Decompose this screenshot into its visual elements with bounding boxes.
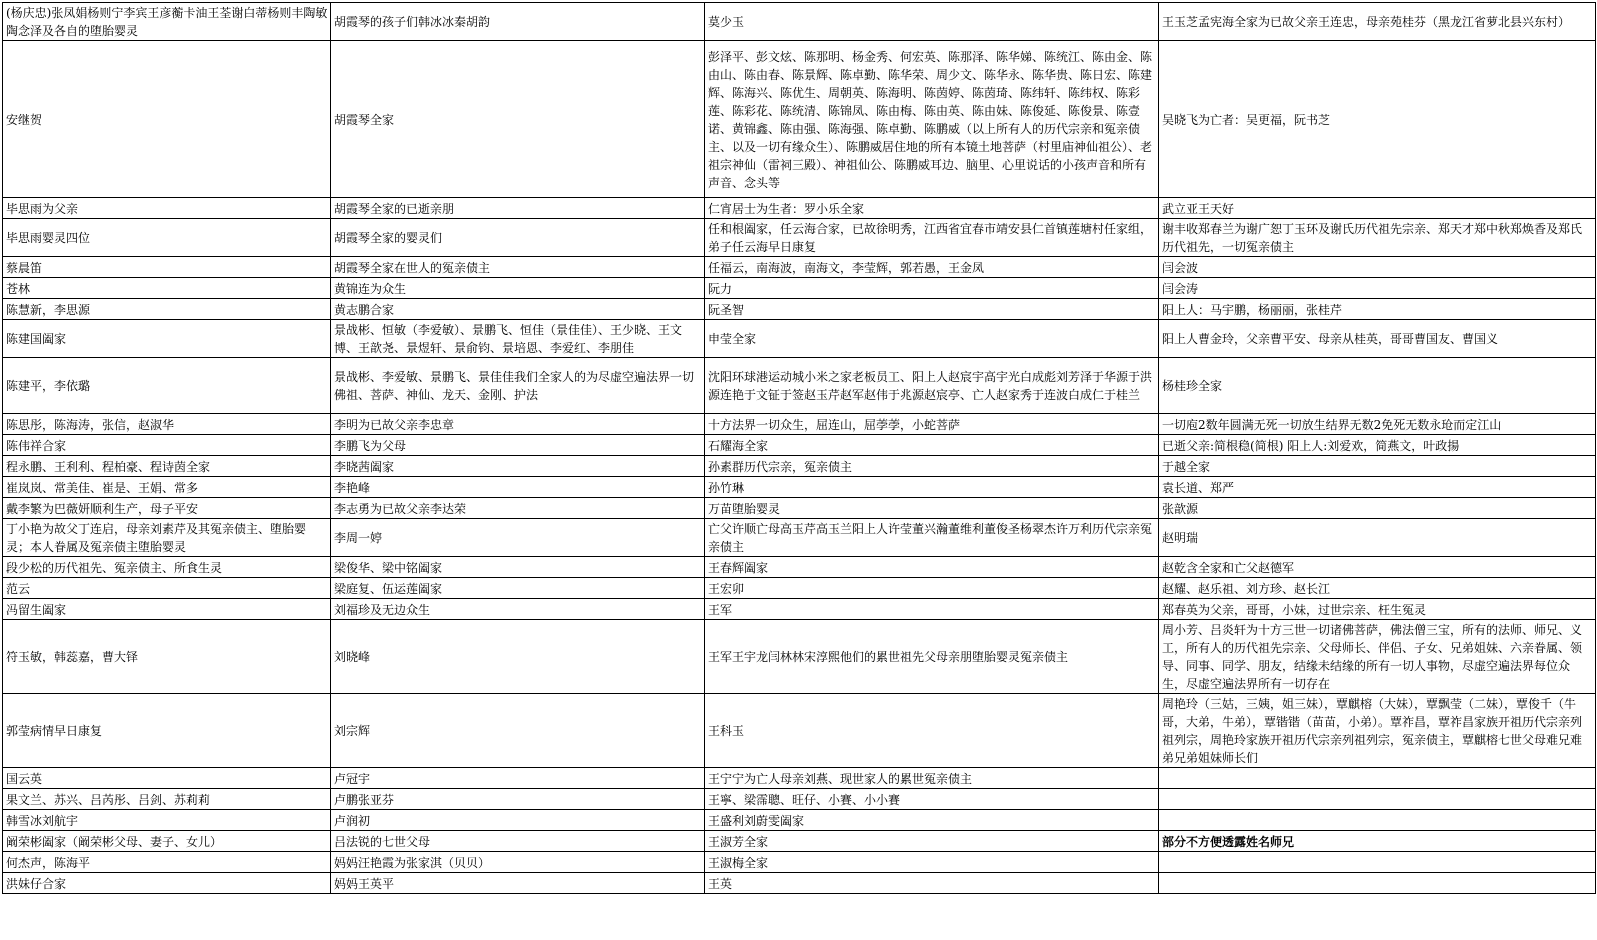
column-4-cell: 武立亚王天好 bbox=[1159, 198, 1596, 219]
column-3-cell: 仁宵居士为生者：罗小乐全家 bbox=[705, 198, 1159, 219]
column-2-cell: 胡霞琴的孩子们韩冰冰秦胡韵 bbox=[331, 3, 705, 41]
table-row bbox=[3, 694, 1596, 768]
column-2-cell: 刘宗辉 bbox=[331, 694, 705, 768]
table-row bbox=[3, 768, 1596, 789]
column-2-cell: 李艳峰 bbox=[331, 477, 705, 498]
column-1-cell: 陈伟祥合家 bbox=[3, 435, 331, 456]
column-4-cell: 闫会波 bbox=[1159, 257, 1596, 278]
column-3-cell: 王淑梅全家 bbox=[705, 852, 1159, 873]
column-2-cell: 李明为已故父亲李忠章 bbox=[331, 414, 705, 435]
column-3-cell: 王寧、梁霈聰、旺仔、小賽、小小賽 bbox=[705, 789, 1159, 810]
column-4-cell: 周艳玲（三姑，三姨，姐三妹），覃麒榕（大妹），覃飘莹（二妹），覃俊千（牛哥，大弟，牛弟），覃锴锴（苗苗，小弟）。覃祚昌，覃祚昌家族开祖历代宗亲列祖列宗，周艳玲家族开祖历代宗亲列祖列宗，冤亲债主，覃麒榕七世父母难兄难弟兄弟姐妹师长们 bbox=[1159, 694, 1596, 768]
column-3-cell: 孙素群历代宗亲，冤亲债主 bbox=[705, 456, 1159, 477]
column-1-cell: (杨庆忠)张凤娟杨则宁李宾王彦蘅卡油王荃谢白蒂杨则丰陶敏陶念泽及各自的堕胎婴灵 bbox=[3, 3, 331, 41]
column-4-cell: 周小芳、吕炎轩为十方三世一切诸佛菩萨，佛法僧三宝，所有的法师、师兄、义工，所有人的历代祖先宗亲、父母师长、伴侣、子女、兄弟姐妹、六亲眷属、领导、同事、同学、朋友，结缘未结缘的所有一切人事物，尽虚空遍法界每位众生，尽虚空遍法界所有一切存在 bbox=[1159, 620, 1596, 694]
column-1-cell: 陈慧新，李思源 bbox=[3, 299, 331, 320]
table-row bbox=[3, 3, 1596, 41]
column-3-cell: 万苗堕胎婴灵 bbox=[705, 498, 1159, 519]
column-3-cell: 申莹全家 bbox=[705, 320, 1159, 358]
column-1-cell: 蔡晨笛 bbox=[3, 257, 331, 278]
column-4-cell: 已逝父亲:简根稳(简根) 阳上人:刘爱欢，简燕文，叶政揚 bbox=[1159, 435, 1596, 456]
table-row bbox=[3, 578, 1596, 599]
column-2-cell: 景战彬、李爱敏、景鹏飞、景佳佳我们全家人的为尽虚空遍法界一切佛祖、菩萨、神仙、龙天、金刚、护法 bbox=[331, 358, 705, 414]
column-2-cell: 妈妈汪艳霞为张家淇（贝贝） bbox=[331, 852, 705, 873]
column-3-cell: 亡父许顺亡母高玉芹高玉兰阳上人许莹董兴瀚董维利董俊圣杨翠杰许万利历代宗亲冤亲债主 bbox=[705, 519, 1159, 557]
column-1-cell: 符玉敏，韩蕊嘉，曹大铎 bbox=[3, 620, 331, 694]
column-3-cell: 王宁宁为亡人母亲刘燕、现世家人的累世冤亲债主 bbox=[705, 768, 1159, 789]
column-1-cell: 崔岚岚、常美佳、崔是、王娟、常多 bbox=[3, 477, 331, 498]
column-1-cell: 陈建平，李依璐 bbox=[3, 358, 331, 414]
column-1-cell: 程永鹏、王利利、程柏豪、程诗茵全家 bbox=[3, 456, 331, 477]
table-row bbox=[3, 519, 1596, 557]
column-4-cell: 赵耀、赵乐祖、刘方珍、赵长江 bbox=[1159, 578, 1596, 599]
column-3-cell: 王宏卯 bbox=[705, 578, 1159, 599]
table-row bbox=[3, 358, 1596, 414]
column-2-cell: 景战彬、恒敏（李爱敏）、景鹏飞、恒佳（景佳佳）、王少晓、王文博、王歆尧、景煜轩、景俞钧、景培恩、李爱红、李朋佳 bbox=[331, 320, 705, 358]
column-1-cell: 毕思雨婴灵四位 bbox=[3, 219, 331, 257]
column-2-cell: 刘福珍及无边众生 bbox=[331, 599, 705, 620]
column-4-cell: 谢丰收郑春兰为谢广恕丁玉环及谢氏历代祖先宗亲、郑天才郑中秋郑焕香及郑氏历代祖先，一切冤亲债主 bbox=[1159, 219, 1596, 257]
table-row bbox=[3, 620, 1596, 694]
column-4-cell: 赵乾含全家和亡父赵德军 bbox=[1159, 557, 1596, 578]
column-3-cell: 十方法界一切众生，屈连山，屈荸荸，小蛇菩萨 bbox=[705, 414, 1159, 435]
column-1-cell: 陈思彤，陈海涛，张信，赵淑华 bbox=[3, 414, 331, 435]
column-2-cell: 李周一婷 bbox=[331, 519, 705, 557]
column-2-cell: 卢鹏张亚芬 bbox=[331, 789, 705, 810]
table-row bbox=[3, 41, 1596, 198]
column-1-cell: 范云 bbox=[3, 578, 331, 599]
column-4-cell bbox=[1159, 768, 1596, 789]
column-4-cell bbox=[1159, 789, 1596, 810]
table-row bbox=[3, 831, 1596, 852]
column-4-cell: 吴晓飞为亡者：吴更福，阮书芝 bbox=[1159, 41, 1596, 198]
table-row bbox=[3, 414, 1596, 435]
table-row bbox=[3, 852, 1596, 873]
column-4-cell: 杨桂珍全家 bbox=[1159, 358, 1596, 414]
column-4-cell: 阳上人：马宇鹏，杨丽丽，张桂芹 bbox=[1159, 299, 1596, 320]
column-1-cell: 阚荣彬阖家（阚荣彬父母、妻子、女儿） bbox=[3, 831, 331, 852]
column-4-cell: 闫会涛 bbox=[1159, 278, 1596, 299]
column-3-cell: 孙竹琳 bbox=[705, 477, 1159, 498]
column-1-cell: 果文兰、苏兴、吕芮彤、吕剑、苏莉莉 bbox=[3, 789, 331, 810]
table-row bbox=[3, 435, 1596, 456]
column-3-cell: 王淑芳全家 bbox=[705, 831, 1159, 852]
table-row bbox=[3, 498, 1596, 519]
column-3-cell: 王盛利刘蔚雯阖家 bbox=[705, 810, 1159, 831]
column-2-cell: 胡霞琴全家的婴灵们 bbox=[331, 219, 705, 257]
column-1-cell: 毕思雨为父亲 bbox=[3, 198, 331, 219]
table-row bbox=[3, 456, 1596, 477]
table-row bbox=[3, 299, 1596, 320]
column-4-cell bbox=[1159, 873, 1596, 894]
column-2-cell: 胡霞琴全家在世人的冤亲债主 bbox=[331, 257, 705, 278]
column-4-cell: 部分不方便透露姓名师兄 bbox=[1159, 831, 1596, 852]
column-4-cell: 郑春英为父亲，哥哥，小妹，过世宗亲、枉生冤灵 bbox=[1159, 599, 1596, 620]
table-row bbox=[3, 810, 1596, 831]
table-body bbox=[3, 3, 1596, 894]
column-2-cell: 刘晓峰 bbox=[331, 620, 705, 694]
column-2-cell: 李晓茜阖家 bbox=[331, 456, 705, 477]
column-3-cell: 任和根阖家，任云海合家，已故徐明秀，江西省宜春市靖安县仁首镇莲塘村任家组，弟子任云海早日康复 bbox=[705, 219, 1159, 257]
column-1-cell: 国云英 bbox=[3, 768, 331, 789]
column-3-cell: 阮力 bbox=[705, 278, 1159, 299]
column-1-cell: 郭莹病情早日康复 bbox=[3, 694, 331, 768]
table-row bbox=[3, 873, 1596, 894]
column-1-cell: 安继贺 bbox=[3, 41, 331, 198]
column-4-cell: 王玉芝孟宪海全家为已故父亲王连忠，母亲苑桂芬（黑龙江省萝北县兴东村） bbox=[1159, 3, 1596, 41]
table-row bbox=[3, 219, 1596, 257]
column-2-cell: 李志勇为已故父亲李达荣 bbox=[331, 498, 705, 519]
table-row bbox=[3, 477, 1596, 498]
column-4-cell bbox=[1159, 852, 1596, 873]
column-1-cell: 韩雪冰刘航宇 bbox=[3, 810, 331, 831]
column-2-cell: 黄志鹏合家 bbox=[331, 299, 705, 320]
column-1-cell: 冯留生阖家 bbox=[3, 599, 331, 620]
table-row bbox=[3, 198, 1596, 219]
column-2-cell: 妈妈王英平 bbox=[331, 873, 705, 894]
column-4-cell: 张歆源 bbox=[1159, 498, 1596, 519]
column-2-cell: 胡霞琴全家的已逝亲朋 bbox=[331, 198, 705, 219]
table-row bbox=[3, 257, 1596, 278]
column-2-cell: 吕法锐的七世父母 bbox=[331, 831, 705, 852]
column-1-cell: 苍林 bbox=[3, 278, 331, 299]
column-4-cell: 赵明瑞 bbox=[1159, 519, 1596, 557]
table-row bbox=[3, 789, 1596, 810]
column-2-cell: 梁俊华、梁中铭阖家 bbox=[331, 557, 705, 578]
column-4-cell: 袁长道、郑严 bbox=[1159, 477, 1596, 498]
table-row bbox=[3, 557, 1596, 578]
column-3-cell: 王军 bbox=[705, 599, 1159, 620]
column-2-cell: 胡霞琴全家 bbox=[331, 41, 705, 198]
column-3-cell: 王军王宇龙闫林林宋淳熙他们的累世祖先父母亲朋堕胎婴灵冤亲债主 bbox=[705, 620, 1159, 694]
column-4-cell: 阳上人曹金玲，父亲曹平安、母亲从桂英，哥哥曹国友、曹国义 bbox=[1159, 320, 1596, 358]
column-3-cell: 王英 bbox=[705, 873, 1159, 894]
column-4-cell: 一切庖2数年圆满无死一切放生结界无数2免死无数永玱而定江山 bbox=[1159, 414, 1596, 435]
column-1-cell: 段少松的历代祖先、冤亲债主、所食生灵 bbox=[3, 557, 331, 578]
column-2-cell: 梁庭复、伍运莲阖家 bbox=[331, 578, 705, 599]
column-1-cell: 何杰声，陈海平 bbox=[3, 852, 331, 873]
column-1-cell: 洪妹仔合家 bbox=[3, 873, 331, 894]
column-3-cell: 任福云，南海波，南海文，李莹辉，郭若愚，王金凤 bbox=[705, 257, 1159, 278]
column-2-cell: 卢润初 bbox=[331, 810, 705, 831]
column-2-cell: 李鹏飞为父母 bbox=[331, 435, 705, 456]
column-3-cell: 石耀海全家 bbox=[705, 435, 1159, 456]
column-3-cell: 彭泽平、彭文炫、陈那明、杨金秀、何宏英、陈那泽、陈华娣、陈统江、陈由金、陈由山、陈由春、陈景辉、陈卓勤、陈华荣、周少文、陈华永、陈华贵、陈日宏、陈建辉、陈海兴、陈优生、周朝英、陈海明、陈茵婷、陈茵琦、陈纬轩、陈纬权、陈彩莲、陈彩花、陈统清、陈锦凤、陈由梅、陈由英、陈由妹、陈俊延、陈俊景、陈壹诺、黄锦鑫、陈由强、陈海强、陈卓勤、陈鹏威（以上所有人的历代宗亲和冤亲债主、以及一切有缘众生）、陈鹏威居住地的所有本镜土地菩萨（村里庙神仙祖公）、老祖宗神仙（雷祠三殿）、神祖仙公、陈鹏威耳边、脑里、心里说话的小孩声音和所有声音、念头等 bbox=[705, 41, 1159, 198]
column-2-cell: 卢冠宇 bbox=[331, 768, 705, 789]
column-4-cell bbox=[1159, 810, 1596, 831]
column-3-cell: 莫少玉 bbox=[705, 3, 1159, 41]
column-1-cell: 陈建国阖家 bbox=[3, 320, 331, 358]
column-1-cell: 戴李繁为巴薇妍顺利生产，母子平安 bbox=[3, 498, 331, 519]
table-row bbox=[3, 599, 1596, 620]
dedication-names-table bbox=[2, 2, 1596, 894]
column-4-cell: 于越全家 bbox=[1159, 456, 1596, 477]
column-3-cell: 王科玉 bbox=[705, 694, 1159, 768]
column-3-cell: 王春辉阖家 bbox=[705, 557, 1159, 578]
table-row bbox=[3, 278, 1596, 299]
column-2-cell: 黄锦连为众生 bbox=[331, 278, 705, 299]
column-1-cell: 丁小艳为故父丁连启，母亲刘素芹及其冤亲债主、堕胎婴灵；本人眷属及冤亲债主堕胎婴灵 bbox=[3, 519, 331, 557]
column-3-cell: 阮圣智 bbox=[705, 299, 1159, 320]
table-row bbox=[3, 320, 1596, 358]
column-3-cell: 沈阳环球港运动城小米之家老板员工、阳上人赵宸宇高宇光白成彪刘芳泽于华源于洪源连艳于文钲于签赵玉芹赵军赵伟于兆源赵宸亭、亡人赵家秀于连波白成仁于桂兰 bbox=[705, 358, 1159, 414]
